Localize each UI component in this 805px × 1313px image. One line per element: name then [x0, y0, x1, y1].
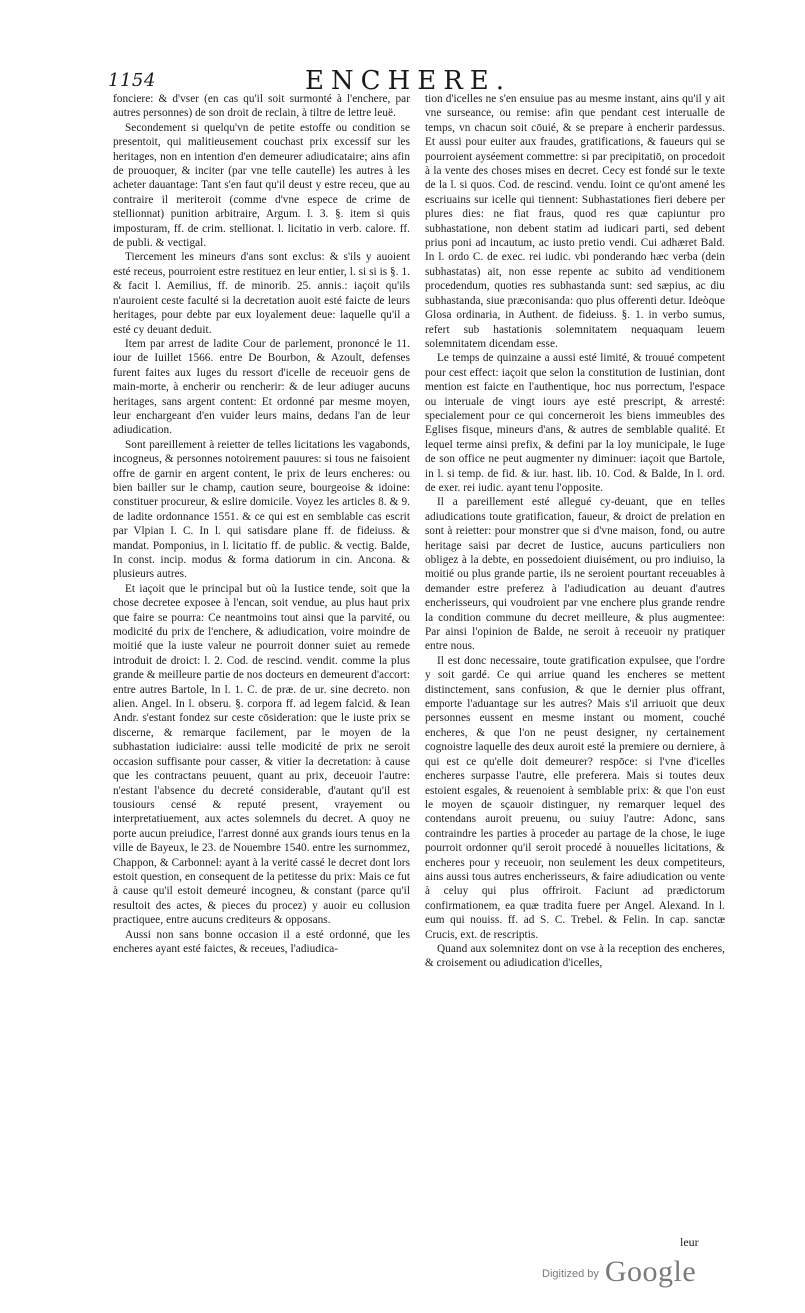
paragraph: Le temps de quinzaine a aussi esté limité, & trouué competent pour cest effect: iaçoit que selon la constitution de Iustinian, dont mention est faicte en l'authentique, hoc nus porrectum, l'espace ou interuale de vingt iours aye esté prescript, & arresté: specialement pour ce qui concerneroit les biens immeubles des Eglises fisque, mineurs d'ans, & autres de semblable qualité. Et lequel terme ainsi prefix, & defini par la loy municipale, le Iuge de son office ne peut augmenter ny diminuer: iaçoit que Bartole, in l. si temp. de fid. & iur. hast. lib. 10. Cod. & Balde, In l. ord. de exer. rei iudic. ayant tenu l'opposite.	[425, 352, 725, 494]
digitization-watermark	[542, 1245, 757, 1289]
paragraph: Item par arrest de ladite Cour de parlement, prononcé le 11. iour de Iuillet 1566. entre De Bourbon, & Azoult, defenses furent faites aux Iuges du ressort d'icelle de receuoir gens de main-morte, à encherir ou rencherir: & de leur adiuger aucuns heritages, sans argent content: Et ordonné par mesme moyen, leur enchargeant d'en vuider leurs mains, dedans l'an de leur adiudication.	[113, 337, 410, 437]
paragraph: Quand aux solemnitez dont on vse à la reception des encheres, & croisement ou adiudication d'icelles,	[425, 942, 725, 970]
paragraph: Tiercement les mineurs d'ans sont exclus: & s'ils y auoient esté receus, pourroient estre restituez en leur entier, l. si si is §. 1. & facit l. Aemilius, ff. de minorib. 25. annis.: iaçoit qu'ils n'auroient ceste faculté si la decretation auoit esté faicte de leurs heritages, pour debte par eux loyalement deue: laquelle qu'il a esté cy deuant deduit.	[113, 251, 410, 336]
paragraph: tion d'icelles ne s'en ensuiue pas au mesme instant, ains qu'il y ait vne surseance, ou remise: afin que pendant cest interualle de temps, vn chacun soit cōuié, & se prepare à encherir pardessus. Et aussi pour euiter aux fraudes, gratifications, & faueurs qui se pourroient ayséement commettre: si par precipitatiō, on procedoit à la vente des choses mises en decret. Cecy est fondé sur le texte de la l. si quos. Cod. de rescind. vendu. Ioint ce qu'ont amené les escriuains sur icelle qui tiennent: Subhastationes fieri debere per plures dies: ne fiat fraus, quod res quæ capiuntur pro subhastatione, non debent statim ad iudicari parti, sed debent prius poni ad incautum, ac iusto pretio vendi. Cui adhæret Bald. In l. ordo C. de exec. rei iudic. vbi ponderando hæc verba (dein subhastatas) ait, non esse repente ac subito ad venditionem procedendum, quoties res subhastanda sunt: sed sæpius, ac diu subhastanda, siue præconisanda: quo plus offerenti detur. Ideòque Glosa ordinaria, in Authent. de fideiuss. §. 1. in verbo sumus, refert sub hastationis solemnitatem nequaquam leuem solemnitatem dicendam esse.	[425, 93, 725, 350]
paragraph: Et iaçoit que le principal but où la Iustice tende, soit que la chose decretee exposee à l'encan, soit vendue, au plus haut prix que faire se pourra: Ce neantmoins tout ainsi que la parvité, ou modicité du prix de l'enchere, & adiudication, voire moindre de moitié que la iuste valeur ne pourroit donner suiet au remede introduit de droict: l. 2. Cod. de rescind. vendit. comme la plus grande & meilleure partie de nos docteurs en demeurent d'accort: entre autres Bartole, In l. 1. C. de præ. de ur. sine decreto. non alien. Angel. In l. obseru. §. corpora ff. ad legem falcid. & Iean Andr. s'estant fondez sur ceste cōsideration: que le iuste prix se discerne, & remarque facilement, par le moyen de la subhastation iudiciaire: aussi telle modicité de prix ne seroit occasion suffisante pour casser, & vitier la decretation: à cause que les contractans peuuent, quant au prix, deceuoir l'autre: n'estant l'absence du decreté considerable, d'autant qu'il est tousiours censé & reputé present, vrayement ou interpretatiuement, aux actes solemnels du decret. A quoy ne porte aucun preiudice, l'arrest donné aux grands iours tenus en la ville de Bayeux, le 23. de Nouembre 1540. entre les surnommez, Chappon, & Carbonnel: ayant à la verité cassé le decret dont lors estoit question, en consequent de la petitesse du prix: Mais ce fut à cause qu'il estoit demeuré incogneu, & constant (parce qu'il resultoit des actes, & pieces du procez) y auoir eu collusion practiquee, entre aucuns crediteurs & opposans.	[113, 582, 410, 927]
paragraph: Aussi non sans bonne occasion il a esté ordonné, que les encheres ayant esté faictes, & receues, l'adiudica-	[113, 928, 410, 955]
page-number: 1154	[108, 70, 156, 91]
paragraph: fonciere: & d'vser (en cas qu'il soit surmonté à l'enchere, par autres personnes) de son droit de reclain, à tiltre de lettre leuë.	[113, 93, 410, 120]
paragraph: Il est donc necessaire, toute gratification expulsee, que l'ordre y soit gardé. Ce qui arriue quand les encheres se mettent distinctement, sans confusion, & que le dernier plus offrant, emporte l'aduantage sur les autres? Mais s'il arriuoit que deux personnes eussent en mesme instant ou moment, couché encheres, & que l'on ne peust designer, ny certainement cognoistre laquelle des deux auroit esté la premiere ou derniere, à qui est ce qu'elle doit demeurer? respōce: si l'vne d'icelles encheres surpasse l'autre, elle preferera. Mais si toutes deux estoient esgales, & reuenoient à semblable prix: & que l'on eust le moyen de sçauoir distinguer, ny remarquer lequel des contendans auroit preuenu, ou suiuy l'autre: Adonc, sans contraindre les parties à proceder au partage de la chose, le iuge pourroit ordonner qu'il seroit procedé à nouuelles licitations, & encheres pour y receuoir, non seulement les deux competiteurs, ains aussi tous autres encherisseurs, & faire adiudication ou vente à celuy qui plus offriroit. Faciunt ad prædictorum confirmationem, ea quæ tradita fuere per Angel. Alexand. In l. eum qui nouiss. ff. ad S. C. Trebel. & Felin. In cap. sanctæ Crucis, ext. de rescriptis.	[425, 654, 725, 941]
catchword: leur	[680, 1235, 699, 1249]
paragraph: Sont pareillement à reietter de telles licitations les vagabonds, incogneus, & personnes notoirement pauures: si tous ne faisoient offre de garnir en argent content, le prix de leurs encheres: ou bien bailler sur le champ, caution seure, bourgeoise & idoine: constituer procureur, & eslire domicile. Voyez les articles 8. & 9. de ladite ordonnance 1551. & ce qui est en semblable cas escrit par Vlpian I. C. In l. qui satisdare plane ff. de fideiuss. & mandat. Pomponius, in l. licitatio ff. de public. & vectig. Balde, In const. incip. modus & forma datiorum in cin. Ancona. & plusieurs autres.	[113, 438, 410, 581]
paragraph: Secondement si quelqu'vn de petite estoffe ou condition se presentoit, qui malitieusement couchast prix excessif sur les heritages, non en intention d'en demeurer adiudicataire; ains afin de prouoquer, & inciter (par vne telle cautelle) les autres à les acheter dauantage: Tant s'en faut qu'il deust y estre receu, que au contraire il meriteroit (comme d'vne espece de crime de stellionnat) punition arbitraire, Argum. l. 3. §. item si quis imposturam, ff. de crim. stellionat. l. licitatio in verb. calore. ff. de publi. & vectigal.	[113, 121, 410, 250]
right-column	[425, 92, 725, 971]
google-logo: Google	[604, 1255, 697, 1288]
running-head: ENCHERE.	[304, 66, 512, 96]
left-column	[113, 92, 410, 956]
paragraph: Il a pareillement esté allegué cy-deuant, que en telles adiudications toute gratification, faueur, & droict de prelation en sont à reietter: pour monstrer que si d'vne maison, fond, ou autre heritage saisi par decret de Iustice, aucuns particuliers non obligez à la debte, en possedoient diuisément, ou pro indiuiso, la moitié ou plus grande partie, ils ne seroient pourtant receuables à demander estre preferez à l'adiudication au deuant d'autres encherisseurs, qui voudroient par vne enchere plus grande rendre la condition commune du decret meilleure, & plus augmentee: Par ainsi l'opinion de Balde, ne seroit à receuoir ny pratiquer entre nous.	[425, 496, 725, 653]
watermark-prefix: Digitized by	[542, 1268, 599, 1280]
